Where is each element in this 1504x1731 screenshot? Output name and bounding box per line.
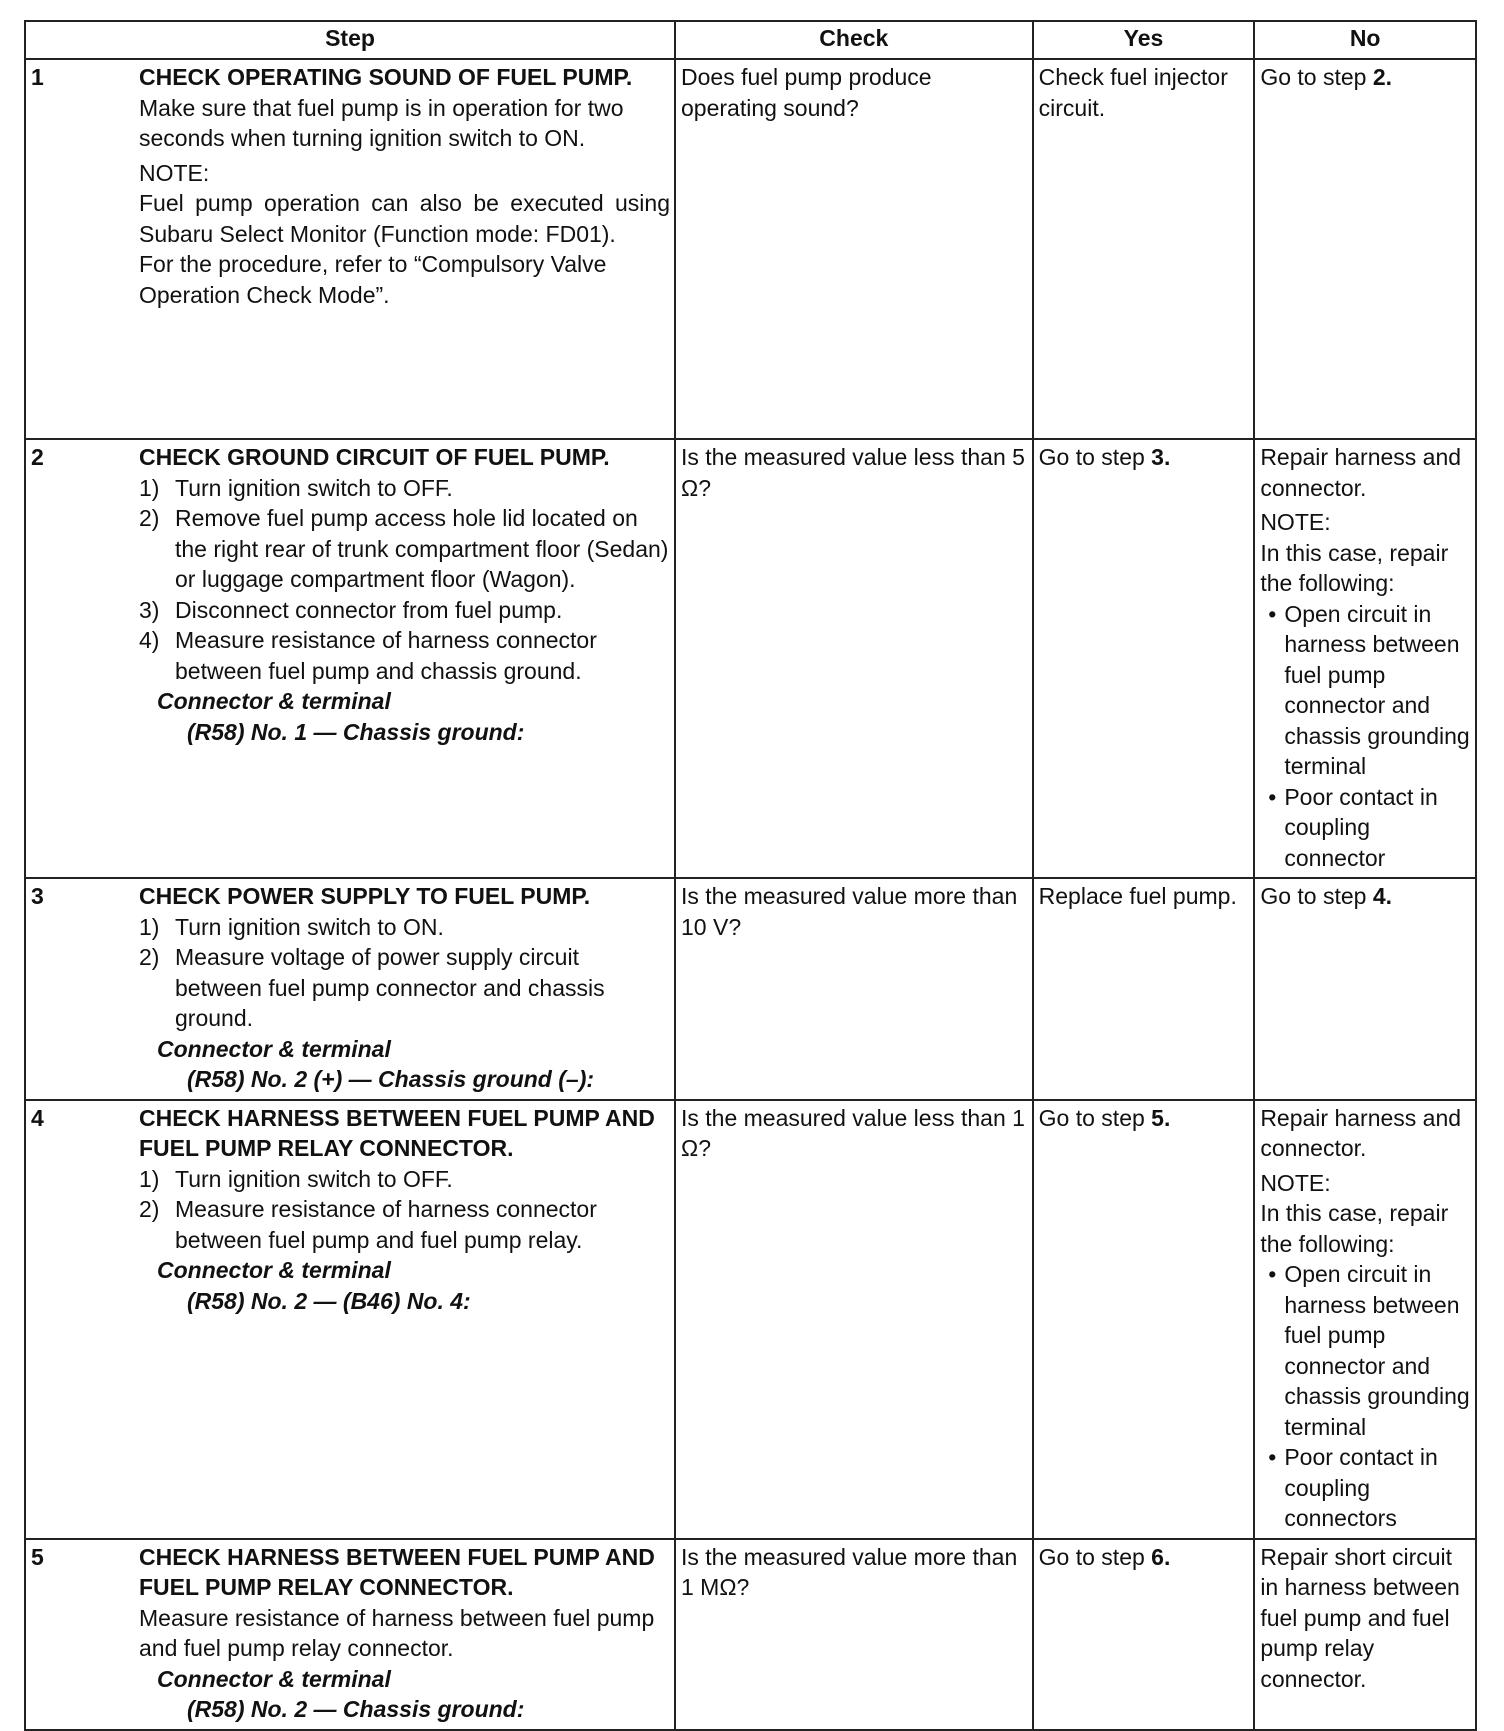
note-label: NOTE: <box>139 159 210 186</box>
procedure-item: 1) Turn ignition switch to OFF. <box>139 1165 453 1192</box>
bullet-item: • Open circuit in harness between fuel pump connector and chassis grounding terminal <box>1268 1261 1470 1440</box>
step-ref: 6. <box>1151 1543 1171 1570</box>
connector-title: Connector & terminal <box>157 1035 391 1062</box>
yes-cell: Check fuel injector circuit. <box>1033 59 1255 439</box>
step-intro: Make sure that fuel pump is in operation for two seconds when turning ignition switch to ON. <box>139 94 624 151</box>
no-cell <box>1254 878 1476 1100</box>
note-label: NOTE: <box>1260 509 1331 535</box>
connector-spec: (R58) No. 1 — Chassis ground: <box>187 718 525 745</box>
step-number: 3 <box>31 883 44 909</box>
procedure-list <box>139 473 670 687</box>
header-step: Step <box>25 21 675 59</box>
procedure-item: 2) Measure resistance of harness connector between fuel pump and fuel pump relay. <box>139 1196 597 1253</box>
check-cell: Is the measured value more than 10 V? <box>675 878 1033 1100</box>
table-row <box>25 878 1476 1100</box>
step-cell <box>25 1100 675 1539</box>
step-cell <box>25 59 675 439</box>
connector-title: Connector & terminal <box>157 688 391 714</box>
step-ref: 4. <box>1372 883 1393 909</box>
yes-cell <box>1033 1100 1255 1539</box>
step-ref: 5. <box>1151 1104 1171 1131</box>
step-ref: 3. <box>1151 444 1171 470</box>
header-yes: Yes <box>1033 21 1255 59</box>
procedure-list <box>139 1164 670 1256</box>
yes-prefix: Go to step <box>1038 1543 1152 1570</box>
procedure-item: 4) Measure resistance of harness connector between fuel pump and chassis ground. <box>139 627 597 684</box>
step-number: 5 <box>31 1543 44 1570</box>
note-label: NOTE: <box>1260 1169 1331 1196</box>
note-text: Fuel pump operation can also be executed using Subaru Select Monitor (Function mode: FD01). <box>139 190 670 247</box>
step-intro: Measure resistance of harness between fuel pump and fuel pump relay connector. <box>139 1604 655 1661</box>
no-main: Repair harness and connector. <box>1260 444 1462 501</box>
check-cell: Is the measured value less than 5 Ω? <box>675 439 1033 878</box>
header-no: No <box>1254 21 1476 59</box>
procedure-item: 1) Turn ignition switch to OFF. <box>139 474 453 501</box>
table-row <box>25 439 1476 878</box>
diagnostic-table <box>24 20 1477 1731</box>
connector-spec: (R58) No. 2 (+) — Chassis ground (–): <box>187 1066 595 1092</box>
no-main: Repair harness and connector. <box>1260 1104 1462 1161</box>
connector-spec: (R58) No. 2 — (B46) No. 4: <box>187 1287 471 1314</box>
step-number: 1 <box>31 64 44 90</box>
yes-cell <box>1033 1539 1255 1730</box>
no-cell <box>1254 439 1476 878</box>
procedure-item: 1) Turn ignition switch to ON. <box>139 913 444 940</box>
step-number: 4 <box>31 1104 44 1131</box>
step-title: CHECK HARNESS BETWEEN FUEL PUMP AND FUEL PUMP RELAY CONNECTOR. <box>139 1543 655 1600</box>
bullet-item: • Open circuit in harness between fuel pump connector and chassis grounding terminal <box>1268 600 1470 779</box>
yes-cell: Replace fuel pump. <box>1033 878 1255 1100</box>
bullet-item: • Poor contact in coupling connector <box>1268 783 1438 871</box>
table-row <box>25 59 1476 439</box>
note-text: In this case, repair the following: <box>1260 539 1449 596</box>
connector-title: Connector & terminal <box>157 1665 391 1692</box>
procedure-item: 2) Remove fuel pump access hole lid located on the right rear of trunk compartment floor (Sedan) or luggage compartment floor (Wagon). <box>139 505 669 592</box>
note-text-2: For the procedure, refer to “Compulsory Valve Operation Check Mode”. <box>139 251 607 308</box>
connector-title: Connector & terminal <box>157 1257 391 1283</box>
check-cell: Does fuel pump produce operating sound? <box>675 59 1033 439</box>
procedure-list <box>139 912 670 1034</box>
yes-prefix: Go to step <box>1038 444 1152 470</box>
header-row <box>25 21 1476 59</box>
yes-cell <box>1033 439 1255 878</box>
table-row <box>25 1100 1476 1539</box>
connector-spec: (R58) No. 2 — Chassis ground: <box>187 1696 525 1722</box>
procedure-item: 3) Disconnect connector from fuel pump. <box>139 596 563 623</box>
no-prefix: Go to step <box>1260 883 1373 909</box>
check-cell: Is the measured value more than 1 MΩ? <box>675 1539 1033 1730</box>
step-number: 2 <box>31 444 44 470</box>
procedure-item: 2) Measure voltage of power supply circuit between fuel pump connector and chassis ground. <box>139 944 605 1031</box>
yes-prefix: Go to step <box>1038 1104 1152 1131</box>
step-cell <box>25 1539 675 1730</box>
step-title: CHECK OPERATING SOUND OF FUEL PUMP. <box>139 64 633 90</box>
no-cell <box>1254 59 1476 439</box>
step-ref: 2. <box>1372 64 1393 90</box>
step-cell <box>25 878 675 1100</box>
check-cell: Is the measured value less than 1 Ω? <box>675 1100 1033 1539</box>
bullet-item: • Poor contact in coupling connectors <box>1268 1444 1438 1531</box>
no-cell <box>1254 1100 1476 1539</box>
step-title: CHECK POWER SUPPLY TO FUEL PUMP. <box>139 883 591 909</box>
step-cell <box>25 439 675 878</box>
header-check: Check <box>675 21 1033 59</box>
table-row <box>25 1539 1476 1730</box>
no-cell: Repair short circuit in harness between fuel pump and fuel pump relay connector. <box>1254 1539 1476 1730</box>
note-text: In this case, repair the following: <box>1260 1200 1449 1257</box>
step-title: CHECK GROUND CIRCUIT OF FUEL PUMP. <box>139 444 610 470</box>
no-prefix: Go to step <box>1260 64 1373 90</box>
step-title: CHECK HARNESS BETWEEN FUEL PUMP AND FUEL PUMP RELAY CONNECTOR. <box>139 1104 655 1161</box>
